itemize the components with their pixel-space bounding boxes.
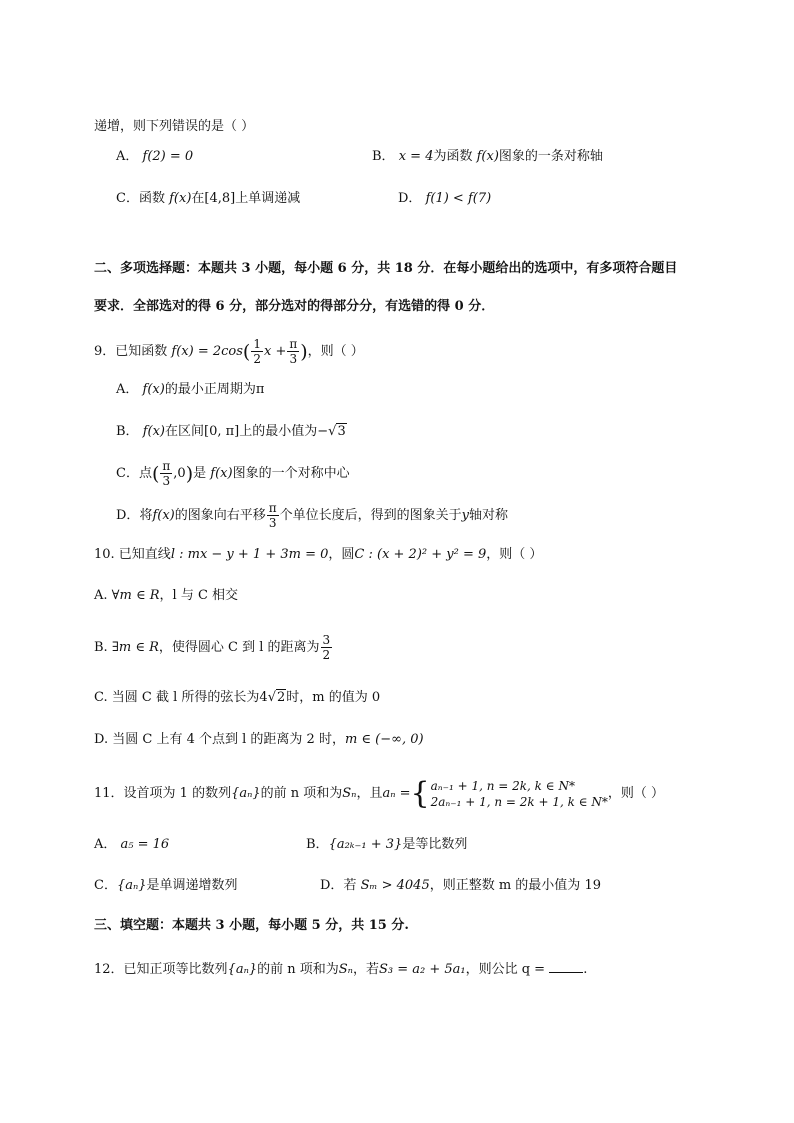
q10-option-b [94,633,333,663]
option-text: 是等比数列 [402,837,468,852]
denominator: 3 [268,516,277,530]
question-text: 12．已知正项等比数列 [94,962,228,977]
paren-close: ) [300,341,308,363]
answer-blank[interactable] [549,958,583,973]
q8-option-c [116,189,300,209]
option-label: D． [398,191,422,206]
option-text: 的最小正周期为 [164,382,256,397]
denominator: 2 [253,352,261,366]
math-expr: f(2) = 0 [142,149,194,164]
math-expr: f(x) [142,382,165,397]
option-label: C. [94,690,108,705]
math-expr: x = 4 [398,149,434,164]
question-text: ，若 [352,962,379,977]
section-heading: 三、填空题：本题共 3 小题，每小题 5 分，共 15 分. [94,918,409,933]
option-text: 图象的一条对称轴 [498,149,603,164]
math-expr: {aₙ} [116,878,147,893]
option-text: 为函数 [433,149,473,164]
option-text: 在区间 [165,424,205,439]
option-text: 将 [139,508,153,523]
option-text: ，则正整数 m 的最小值为 19 [429,878,601,893]
math-expr: π [255,382,265,397]
math-expr: x + [263,344,287,359]
denominator: 2 [322,648,331,662]
math-expr: [4,8] [204,191,236,206]
option-text: 当圆 C 上有 4 个点到 l 的距离为 2 时， [112,732,345,747]
numerator: π [289,337,298,351]
option-label: B． [116,424,139,439]
option-text: 上的最小值为 [239,424,318,439]
question-text: ，则（ ） [486,547,543,562]
option-label: B. [94,640,108,655]
numerator: π [162,459,171,473]
option-label: A． [94,837,117,852]
option-text: 在 [191,191,205,206]
q9-option-a [116,380,264,400]
option-text: 点 [138,466,152,481]
option-text: 图象的一个对称中心 [232,466,350,481]
option-label: D． [116,508,140,523]
q10-option-d [94,730,424,750]
denominator: 3 [289,352,298,366]
question-text: 的前 n 项和为 [257,962,339,977]
math-expr: f(x) [142,424,165,439]
question-text: 10. 已知直线 [94,547,171,562]
option-text: 函数 [138,191,165,206]
option-label: B． [372,149,395,164]
option-label: D. [94,732,109,747]
math-expr: y [461,508,470,523]
math-expr: a₅ = 16 [120,837,170,852]
option-text: 时，m 的值为 0 [286,690,381,705]
option-text: 轴对称 [469,508,509,523]
math-expr: ,0 [173,466,186,481]
question-text: ，则（ ） [307,344,364,359]
option-text: 上单调递减 [235,191,301,206]
q9-option-b: B． f(x)在区间[0, π]上的最小值为−√3 [116,424,346,439]
section-heading-cont: 要求．全部选对的得 6 分，部分选对的得部分分，有选错的得 0 分． [94,299,495,314]
paren-open: ( [151,463,160,485]
option-text: 当圆 C 截 l 所得的弦长为 [111,690,260,705]
option-label: A. [94,588,108,603]
q11-stem [94,774,664,814]
q8-stem-tail: 递增，则下列错误的是（ ） [94,119,255,134]
option-text: 若 [343,878,357,893]
numerator: 3 [322,633,331,647]
option-text: ，l 与 C 相交 [159,588,239,603]
q12-stem [94,958,587,980]
question-text: ，圆 [328,547,355,562]
fraction [251,338,263,365]
option-text: 个单位长度后，得到的图象关于 [279,508,462,523]
question-text: 9．已知函数 [94,344,168,359]
option-label: C． [94,878,117,893]
math-expr: l : mx − y + 1 + 3m = 0 [170,547,329,562]
option-label: B． [306,837,329,852]
question-text: ，则（ ） [607,786,665,801]
option-label: A． [116,382,139,397]
fraction [267,502,279,529]
option-text: 是 [193,466,207,481]
math-expr: f(x) [169,191,192,206]
q8-option-b [372,147,603,167]
fraction [287,338,299,365]
q11-option-c [94,876,238,896]
q11-option-a [94,835,169,855]
math-expr: f(x) [476,149,499,164]
math-expr: ∀m ∈ R [111,588,160,603]
option-label: C． [116,466,139,481]
case-1: aₙ₋₁ + 1, n = 2k, k ∈ N* [430,778,575,793]
math-expr: Sₘ > 4045 [360,878,430,893]
radicand: 3 [337,424,346,439]
question-text: 的前 n 项和为 [260,786,343,801]
math-expr: m ∈ (−∞, 0) [344,732,424,747]
math-expr: {a₂ₖ₋₁ + 3} [328,837,403,852]
option-text: 是单调递增数列 [146,878,238,893]
math-expr: ∃m ∈ R [111,640,159,655]
math-expr: C : (x + 2)² + y² = 9 [354,547,487,562]
denominator: 3 [162,474,171,488]
fraction [160,460,172,487]
math-expr: f(x) [210,466,233,481]
paren-open: ( [242,341,251,363]
question-text: ，且 [356,786,383,801]
fraction [321,634,333,661]
q8-option-a [116,147,193,167]
q10-option-c: C. 当圆 C 截 l 所得的弦长为4√2时，m 的值为 0 [94,690,381,705]
option-label: D． [320,878,344,893]
numerator: 1 [253,337,261,351]
math-expr: Sₙ [342,786,357,801]
q9-stem [94,337,364,367]
section-heading: 二、多项选择题：本题共 3 小题，每小题 6 分，共 18 分．在每小题给出的选项中，有多项符合题目 [94,261,678,276]
option-label: A． [116,149,139,164]
math-expr: − [317,424,329,439]
q10-stem [94,545,542,565]
math-expr: S₃ = a₂ + 5a₁ [378,962,466,977]
option-label: C． [116,191,139,206]
math-expr: {aₙ} [227,962,258,977]
option-text: ，使得圆心 C 到 l 的距离为 [158,640,320,655]
question-text: 11．设首项为 1 的数列 [94,786,232,801]
paren-close: ) [185,463,194,485]
option-text: 的图象向右平移 [174,508,266,523]
math-expr: [0, π] [204,424,240,439]
question-text: . [583,962,588,977]
q11-option-d [320,876,601,896]
math-expr: aₙ = [382,786,411,801]
radicand: 2 [276,690,286,705]
q10-option-a [94,586,238,606]
math-expr: f(x) [152,508,175,523]
math-expr: Sₙ [338,962,353,977]
numerator: π [268,501,277,515]
math-expr: {aₙ} [231,786,261,801]
case-2: 2aₙ₋₁ + 1, n = 2k + 1, k ∈ N* [430,794,608,809]
q9-option-c [116,459,350,489]
q11-option-b [306,835,467,855]
math-expr: f(1) < f(7) [425,191,492,206]
q9-option-d [116,501,508,531]
math-expr: f(x) = 2cos [171,344,243,359]
math-expr: 4 [259,690,268,705]
q8-option-d [398,189,491,209]
brace: { [410,775,430,811]
piecewise-cases [431,778,608,810]
question-text: ，则公比 q = [465,962,546,977]
